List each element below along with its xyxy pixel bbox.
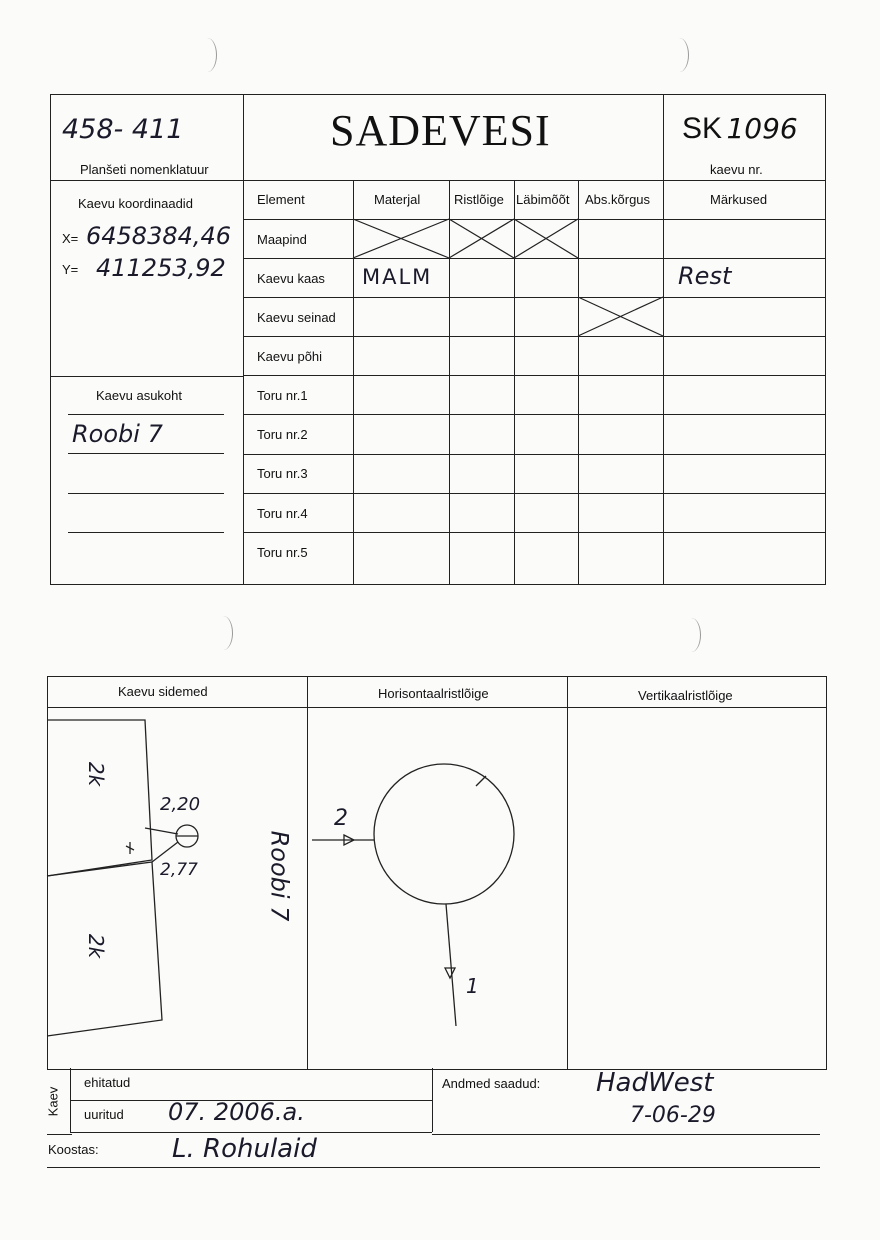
x-prefix: X= bbox=[62, 231, 79, 246]
col-header-labimoot: Läbimõõt bbox=[516, 192, 570, 207]
row-label: Toru nr.3 bbox=[257, 466, 308, 481]
compiled-value: L. Rohulaid bbox=[172, 1134, 317, 1164]
surveyed-value: 07. 2006.a. bbox=[168, 1098, 305, 1126]
surveyed-label: uuritud bbox=[84, 1107, 124, 1122]
map-sheet-value: 458- 411 bbox=[62, 114, 184, 145]
pipe-out-number: 1 bbox=[466, 974, 479, 998]
kaas-material-value: MALM bbox=[362, 265, 433, 289]
form-title: SADEVESI bbox=[330, 106, 551, 155]
building-label-top: 2k bbox=[84, 761, 109, 787]
kaas-remark-value: Rest bbox=[678, 262, 732, 290]
col-header-element: Element bbox=[257, 192, 305, 207]
data-date-value: 7-06-29 bbox=[630, 1103, 716, 1128]
location-label: Kaevu asukoht bbox=[96, 388, 183, 403]
row-label: Toru nr.1 bbox=[257, 388, 308, 403]
well-code-printed: SK bbox=[682, 112, 723, 145]
sketch-col2-title: Horisontaalristlõige bbox=[378, 686, 489, 701]
row-label: Toru nr.5 bbox=[257, 545, 308, 560]
data-source-label: Andmed saadud: bbox=[442, 1076, 541, 1091]
col-header-ristloige: Ristlõige bbox=[454, 192, 504, 207]
building-label-bottom: 2k bbox=[84, 933, 109, 959]
row-label: Maapind bbox=[257, 232, 307, 247]
pipe-in-number: 2 bbox=[334, 806, 348, 831]
x-value: 6458384,46 bbox=[86, 222, 232, 250]
kaev-side-label: Kaev bbox=[45, 1086, 61, 1117]
location-value: Roobi 7 bbox=[72, 420, 163, 448]
col-header-markused: Märkused bbox=[710, 192, 768, 207]
row-label: Kaevu seinad bbox=[257, 310, 336, 325]
y-prefix: Y= bbox=[62, 262, 79, 277]
row-label: Toru nr.4 bbox=[257, 506, 308, 521]
row-label: Kaevu kaas bbox=[257, 271, 325, 286]
coordinates-label: Kaevu koordinaadid bbox=[78, 196, 193, 211]
street-label: Roobi 7 bbox=[265, 830, 294, 922]
compiled-label: Koostas: bbox=[48, 1142, 99, 1157]
col-header-materjal: Materjal bbox=[374, 192, 421, 207]
col-header-abs-korgus: Abs.kõrgus bbox=[585, 192, 651, 207]
row-label: Toru nr.2 bbox=[257, 427, 308, 442]
well-number-label: kaevu nr. bbox=[710, 162, 763, 177]
y-value: 411253,92 bbox=[96, 254, 226, 282]
map-sheet-label: Planšeti nomenklatuur bbox=[80, 162, 209, 177]
distance-top: 2,20 bbox=[160, 794, 201, 815]
built-label: ehitatud bbox=[84, 1075, 131, 1090]
distance-bottom: 2,77 bbox=[160, 860, 198, 880]
sketch-col3-title: Vertikaalristlõige bbox=[638, 688, 733, 703]
data-source-value: HadWest bbox=[596, 1068, 714, 1098]
well-code-hand: 1096 bbox=[726, 112, 798, 145]
row-label: Kaevu põhi bbox=[257, 349, 323, 364]
sketch-col1-title: Kaevu sidemed bbox=[118, 684, 208, 699]
